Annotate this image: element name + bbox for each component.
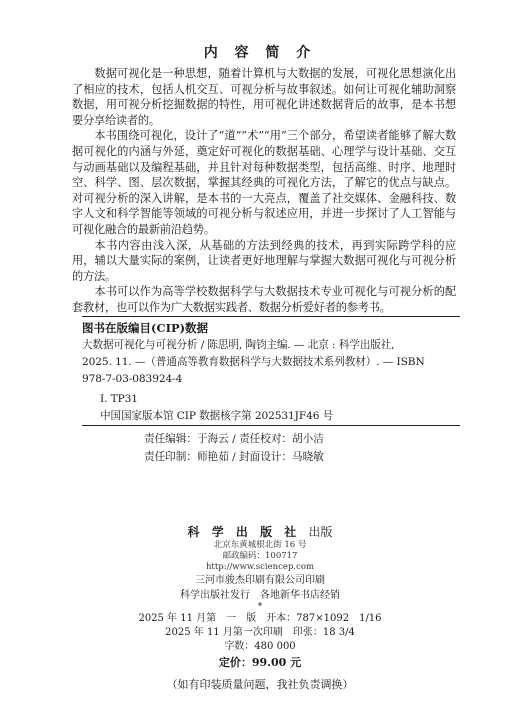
publication-info xyxy=(0,524,520,694)
cip-body xyxy=(82,337,460,425)
quality-note: （如有印装质量问题，我社负责调换） xyxy=(166,678,354,691)
publisher-address: 北京东黄城根北街 16 号 xyxy=(213,540,307,550)
printing-line: 2025 年 11 月第一次印刷 印张：18 3/4 xyxy=(165,627,355,638)
summary-paragraph-2: 本书围绕可视化，设计了“道”“术”“用”三个部分，希望读者能够了解大数据可视化的内涵与外延，奠定好可视化的数据基础、心理学与设计基础、交互与动画基础以及编程基础，并且针对每种数据类型，包括高维、时序、地理时空、科学、图、层次数据，掌握其经典的可视化方法，了解它的优点与缺点。对可视分析的深入讲解，是本书的一大亮点，覆盖了社交媒体、金融科技、数字人文和科学智能等领域的可视分析与叙述应用，并进一步探讨了人工智能与可视化融合的最新前沿趋势。 xyxy=(72,129,456,236)
cip-line-2: 2025. 11. —（普通高等教育数据科学与大数据技术系列教材）. — ISBN xyxy=(82,356,425,368)
summary-paragraph-4: 本书可以作为高等学校数据科学与大数据技术专业可视化与可视分析的配套教材，也可以作为广大数据实践者、数据分析爱好者的参考书。 xyxy=(72,285,456,314)
cip-classification: Ⅰ. TP31 xyxy=(100,393,138,405)
word-count: 字数：480 000 xyxy=(224,641,296,652)
credits-line-1: 责任编辑：于海云 / 责任校对：胡小洁 xyxy=(144,433,324,445)
cip-bottom-rule xyxy=(82,425,460,426)
cip-number: 中国国家版本馆 CIP 数据核字第 202531JF46 号 xyxy=(100,410,334,422)
publisher-postcode: 邮政编码：100717 xyxy=(222,551,298,561)
summary-paragraph-1: 数据可视化是一种思想，随着计算机与大数据的发展，可视化思想演化出了相应的技术，包括人机交互、可视分析与故事叙述。如何让可视化辅助洞察数据，用可视分析挖掘数据的特性，用可视化讲述数据背后的故事，是本书想要分享给读者的。 xyxy=(72,67,456,127)
page-title: 内 容 简 介 xyxy=(203,45,317,61)
summary-paragraph-3: 本书内容由浅入深，从基础的方法到经典的技术，再到实际跨学科的应用，辅以大量实际的案例，让读者更好地理解与掌握大数据可视化与可视分析的方法。 xyxy=(72,238,456,283)
separator-star: * xyxy=(257,602,263,612)
cip-block xyxy=(82,316,460,466)
price: 定价：99.00 元 xyxy=(218,656,302,669)
publisher-name-suffix: 出版 xyxy=(308,525,333,539)
content-summary xyxy=(72,66,456,316)
cip-line-1: 大数据可视化与可视分析 / 陈思明, 陶钧主编. — 北京 : 科学出版社, xyxy=(82,339,395,351)
cip-heading: 图书在版编目(CIP)数据 xyxy=(82,321,209,335)
credits-line-2: 责任印制：师艳茹 / 封面设计：马晓敏 xyxy=(144,451,324,463)
edition-line: 2025 年 11 月第 一 版 开本：787×1092 1/16 xyxy=(138,613,382,624)
editorial-credits xyxy=(82,430,460,466)
cip-line-3: 978-7-03-083924-4 xyxy=(82,373,183,385)
distribution: 科学出版社发行 各地新华书店经销 xyxy=(180,590,340,601)
printer: 三河市骏杰印刷有限公司印刷 xyxy=(195,575,325,586)
publisher-website: http://www.sciencep.com xyxy=(205,562,315,572)
publisher-name xyxy=(0,524,520,540)
cip-top-rule xyxy=(82,316,460,317)
publisher-name-text: 科 学 出 版 社 xyxy=(187,525,301,539)
